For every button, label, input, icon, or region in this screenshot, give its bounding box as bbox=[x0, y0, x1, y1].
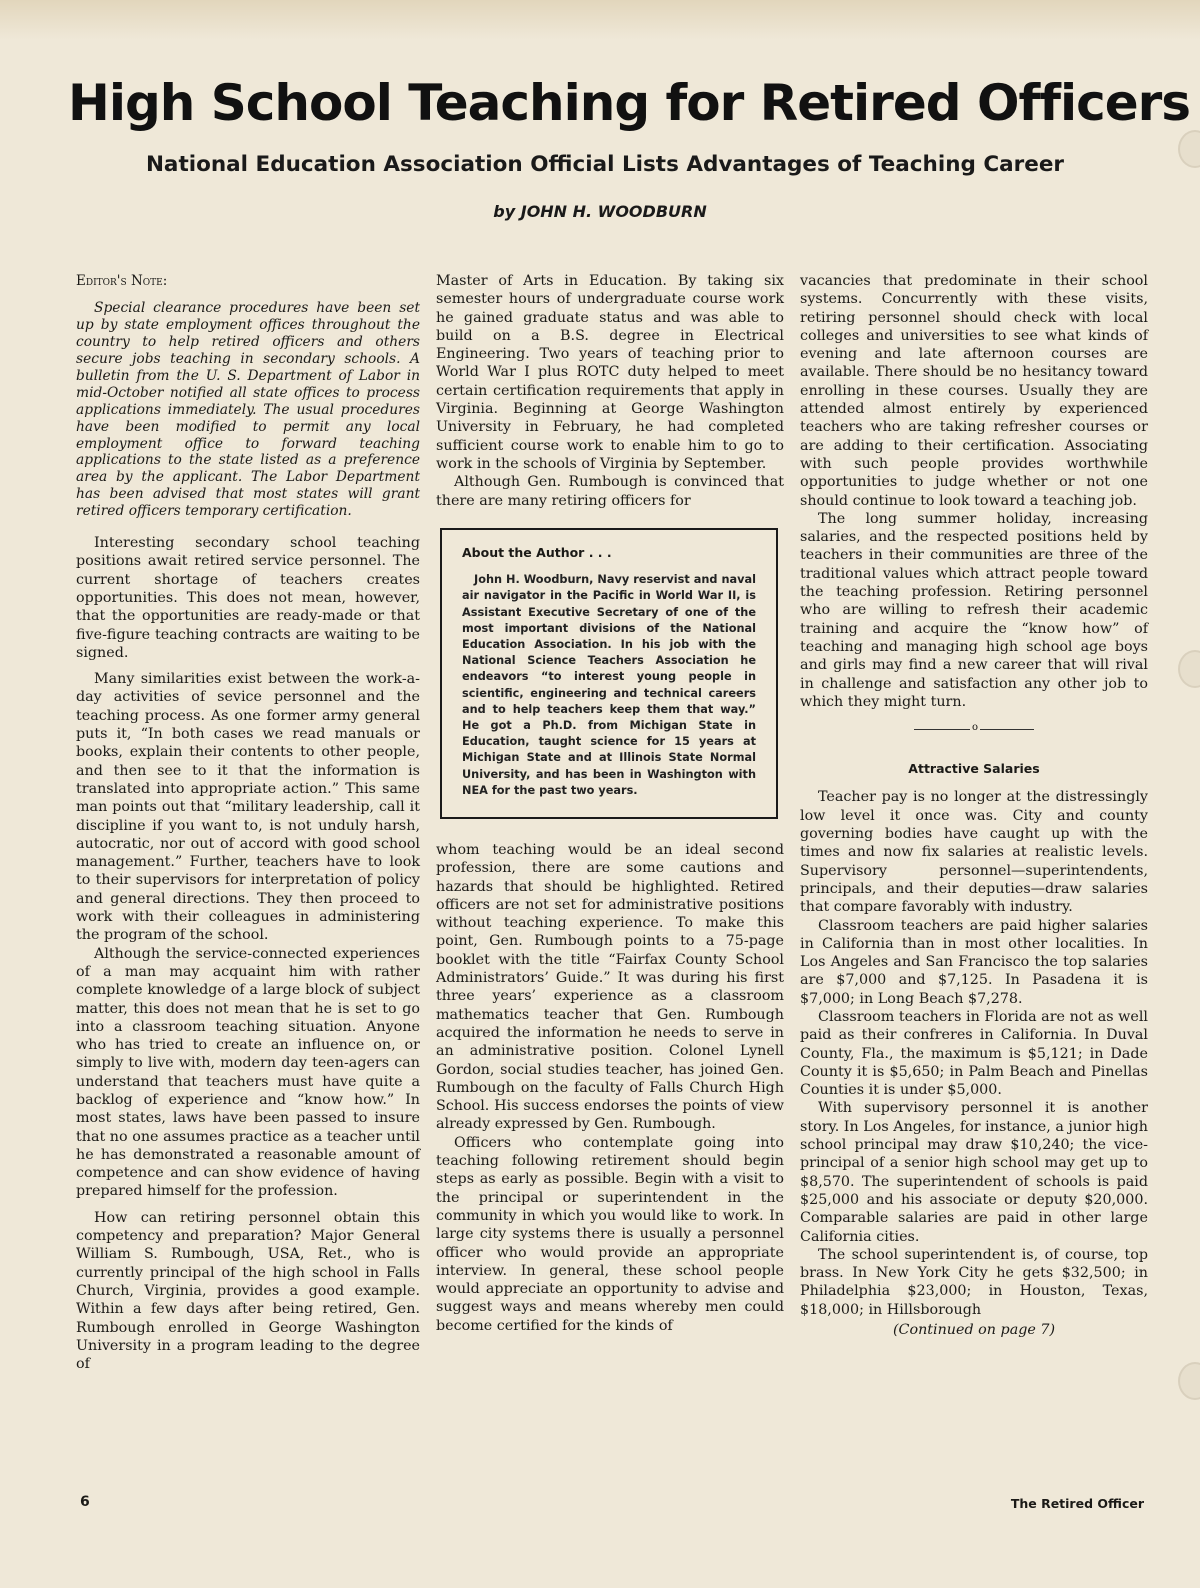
punch-hole bbox=[1178, 1362, 1200, 1400]
about-author-box bbox=[440, 528, 778, 819]
paragraph: Many similarities exist between the work-a-day activities of sevice personnel and the teaching process. As one former army general puts it, “In both cases we read manuals or books, explain their contents to other people, and then see to it that the information is translated into appropriate action.” This same man points out that “military leadership, call it discipline if you want to, is not unduly harsh, autocratic, nor out of accord with good school management.” Further, teachers have to look to their supervisors for interpretation of policy and general directions. They then proceed to work with their colleagues in administering the program of the school. bbox=[76, 671, 420, 944]
column-1 bbox=[76, 272, 420, 1373]
article-subtitle: National Education Association Official Lists Advantages of Teaching Career bbox=[145, 152, 1065, 177]
editor-note-label: Editor's Note: bbox=[76, 273, 168, 289]
divider-mark: o bbox=[972, 722, 979, 734]
column-2 bbox=[436, 272, 784, 1335]
punch-hole bbox=[1178, 130, 1200, 168]
torn-top-edge bbox=[0, 0, 1200, 40]
paragraph: Although Gen. Rumbough is convinced that there are many retiring officers for bbox=[436, 474, 784, 509]
section-heading: Attractive Salaries bbox=[908, 761, 1040, 777]
paragraph: Classroom teachers are paid higher salaries in California than in most other localities. In Los Angeles and San Francisco the top salaries are $7,000 and $7,125. In Pasadena it is $7,000; in Long Beach $7,278. bbox=[800, 917, 1148, 1007]
publication-name: The Retired Officer bbox=[1010, 1496, 1144, 1511]
section-divider bbox=[914, 722, 1034, 738]
paragraph: Although the service-connected experiences of a man may acquaint him with rather complete knowledge of a large block of subject matter, this does not mean that he is set to go into a classroom teaching situation. Anyone who has tried to create an influence on, or simply to live with, modern day teen-agers can understand that teachers must have quite a backlog of experience and “know how.” In most states, laws have been passed to insure that no one assumes practice as a teacher until he has demonstrated a reasonable amount of competence and can show evidence of having prepared himself for the profession. bbox=[76, 945, 420, 1200]
paragraph: The long summer holiday, increasing salaries, and the respected positions held by teachers in their communities are three of the traditional values which attract people toward the teaching profession. Retiring personnel who are willing to refresh their academic training and acquire the “know how” of teaching and managing high school age boys and girls may find a new career that will rival in challenge and satisfaction any other job to which they might turn. bbox=[800, 510, 1148, 710]
about-author-title: About the Author . . . bbox=[462, 544, 612, 560]
paragraph: Classroom teachers in Florida are not as well paid as their confreres in California. In Duval County, Fla., the maximum is $5,121; in Dade County it is $5,650; in Palm Beach and Pinellas Counties it is under $5,000. bbox=[800, 1008, 1148, 1099]
page-number: 6 bbox=[80, 1494, 90, 1510]
article-title: High School Teaching for Retired Officers bbox=[68, 74, 1191, 132]
paragraph: Master of Arts in Education. By taking six semester hours of undergraduate course work he gained graduate status and was able to build on a B.S. degree in Electrical Engineering. Two years of teaching prior to World War I plus ROTC duty helped to meet certain certification requirements that apply in Virginia. Beginning at George Washington University in February, he had completed sufficient course work to enable him to go to work in the schools of Virginia by September. bbox=[436, 273, 784, 472]
paragraph: Interesting secondary school teaching positions await retired service personnel. The current shortage of teachers creates opportunities. This does not mean, however, that the opportunities are ready-made or that five-figure teaching contracts are waiting to be signed. bbox=[76, 535, 420, 661]
paragraph: The school superintendent is, of course, top brass. In New York City he gets $32,500; in Philadelphia $23,000; in Houston, Texas, $18,000; in Hillsborough bbox=[800, 1246, 1148, 1318]
editor-note-text: Special clearance procedures have been set up by state employment offices throughout the country to help retired officers and others secure jobs teaching in secondary schools. A bulletin from the U. S. Department of Labor in mid-October notified all state offices to process applications immediately. The usual procedures have been modified to permit any local employment office to forward teaching applications to the state listed as a preference area by the applicant. The Labor Department has been advised that most states will grant retired officers temporary certification. bbox=[76, 300, 420, 520]
paragraph: How can retiring personnel obtain this competency and preparation? Major General William S. Rumbough, USA, Ret., who is currently principal of the high school in Falls Church, Virginia, provides a good example. Within a few days after being retired, Gen. Rumbough enrolled in George Washington University in a program leading to the degree of bbox=[76, 1209, 420, 1373]
column-3 bbox=[800, 272, 1148, 1339]
paragraph: With supervisory personnel it is another story. In Los Angeles, for instance, a junior high school principal may draw $10,240; the vice-principal of a senior high school may get up to $8,570. The superintendent of schools is paid $25,000 and his associate or deputy $20,000. Comparable salaries are paid in other large California cities. bbox=[800, 1100, 1148, 1245]
paragraph: Officers who contemplate going into teaching following retirement should begin steps as early as possible. Begin with a visit to the principal or superintendent in the community in which you would like to work. In large city systems there is usually a personnel officer who would provide an appropriate interview. In general, these school people would appreciate an opportunity to advise and suggest ways and means whereby men could become certified for the kinds of bbox=[436, 1134, 784, 1334]
paragraph: Teacher pay is no longer at the distressingly low level it once was. City and county governing bodies have caught up with the times and now fix salaries at realistic levels. Supervisory personnel—superintendents, principals, and their deputies—draw salaries that compare favorably with industry. bbox=[800, 789, 1148, 916]
continued-note: (Continued on page 7) bbox=[892, 1322, 1056, 1339]
paragraph: vacancies that predominate in their school systems. Concurrently with these visits, retiring personnel should check with local colleges and universities to see what kinds of evening and late afternoon courses are available. There should be no hesitancy toward enrolling in these courses. Usually they are attended almost entirely by experienced teachers who are taking refresher courses or are adding to their certification. Associating with such people provides worthwhile opportunities to judge whether or not one should continue to look toward a teaching job. bbox=[800, 273, 1148, 509]
article-byline: by JOHN H. WOODBURN bbox=[493, 202, 707, 221]
paragraph: whom teaching would be an ideal second profession, there are some cautions and hazards that should be highlighted. Retired officers are not set for administrative positions without teaching experience. To make this point, Gen. Rumbough points to a 75-page booklet with the title “Fairfax County School Administrators’ Guide.” It was during his first three years’ experience as a classroom mathematics teacher that Gen. Rumbough acquired the information he needs to serve in an administrative position. Colonel Lynell Gordon, social studies teacher, has joined Gen. Rumbough on the faculty of Falls Church High School. His success endorses the points of view already expressed by Gen. Rumbough. bbox=[436, 842, 784, 1133]
punch-hole bbox=[1178, 650, 1200, 688]
about-author-text: John H. Woodburn, Navy reservist and naval air navigator in the Pacific in World War II, is Assistant Executive Secretary of one of the most important divisions of the National Education Association. In his job with the National Science Teachers Association he endeavors “to interest young people in scientific, engineering and technical careers and to help teachers keep them that way.” He got a Ph.D. from Michigan State in Education, taught science for 15 years at Michigan State and at Illinois State Normal University, and has been in Washington with NEA for the past two years. bbox=[462, 573, 756, 797]
